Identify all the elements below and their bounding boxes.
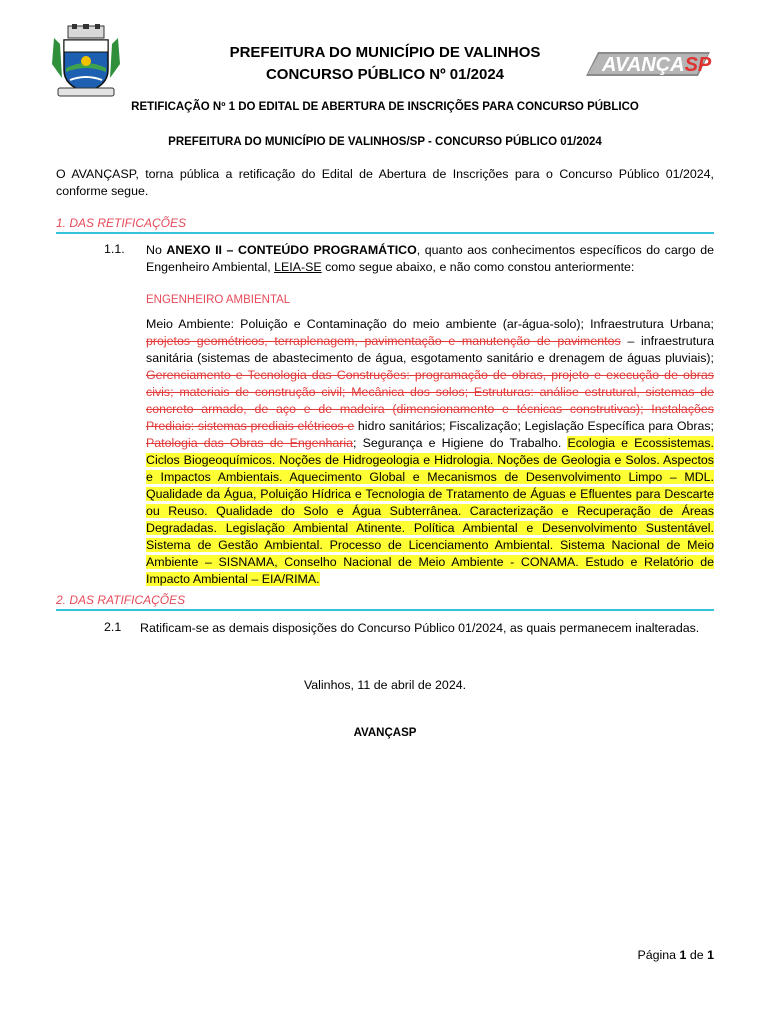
signature: AVANÇASP bbox=[353, 727, 417, 739]
svg-text:AVANÇASP: AVANÇASP bbox=[602, 54, 712, 76]
intro-paragraph: O AVANÇASP, torna pública a retificação do Edital de Abertura de Inscrições para o Concurso Público 01/2024, conforme segue. bbox=[56, 167, 714, 198]
section2-heading: 2. DAS RATIFICAÇÕES bbox=[56, 593, 714, 611]
annex-reference: ANEXO II – CONTEÚDO PROGRAMÁTICO bbox=[166, 243, 417, 257]
municipal-crest-icon bbox=[50, 24, 122, 98]
struck-text: Gerenciamento e Tecnologia das Construções: programação de obras, projeto e execução de obras civis; materiais de construção civil; Mecânica dos solos; Estruturas: análise estrutural, sistemas de concreto armado, de aço e de madeira (dimensionamento e técnicas construtivas); Instalações Prediais: sistemas prediais elétricos e bbox=[146, 368, 714, 433]
page-number: Página 1 de 1 bbox=[637, 948, 714, 962]
rectification-title: RETIFICAÇÃO Nº 1 DO EDITAL DE ABERTURA DE INSCRIÇÕES PARA CONCURSO PÚBLICO bbox=[131, 101, 639, 113]
header-title-line2: CONCURSO PÚBLICO Nº 01/2024 bbox=[265, 66, 505, 83]
item-2-1-number: 2.1 bbox=[104, 620, 122, 634]
struck-text: Patologia das Obras de Engenharia bbox=[146, 436, 354, 450]
item-1-1-number: 1.1. bbox=[104, 242, 125, 256]
leia-se-label: LEIA-SE bbox=[274, 260, 322, 274]
struck-text: projetos geométricos, terraplenagem, pavimentação e manutenção de pavimentos bbox=[146, 334, 621, 348]
header-title-line1: PREFEITURA DO MUNICÍPIO DE VALINHOS bbox=[229, 44, 541, 61]
date-line: Valinhos, 11 de abril de 2024. bbox=[303, 678, 467, 692]
syllabus-paragraph: Meio Ambiente: Poluição e Contaminação do meio ambiente (ar-água-solo); Infraestrutura Urbana; projetos geométricos, terraplenagem, pavimentação e manutenção de pavimentos – infraestrutura sanitária (sistemas de abastecimento de água, esgotamento sanitário e drenagem de águas pluviais); Gerenciamento e Tecnologia das Construções: programação de obras, projeto e execução de obras civis; materiais de construção civil; Mecânica dos solos; Estruturas: análise estrutural, sistemas de concreto armado, de aço e de madeira (dimensionamento e técnicas construtivas); Instalações Prediais: sistemas prediais elétricos e hidro sanitários; Fiscalização; Legislação Específica para Obras; Patologia das Obras de Engenharia; Segurança e Higiene do Trabalho. Ecologia e Ecossistemas. Ciclos Biogeoquímicos. Noções de Hidrogeologia e Hidrologia. Noções de Geologia e Solos. Aspectos e Impactos Ambientais. Aquecimento Global e Mecanismos de Desenvolvimento Limpo – MDL. Qualidade da Água, Poluição Hídrica e Tecnologia de Tratamento de Águas e Efluentes para Descarte ou Reuso. Qualidade do Solo e Água Subterrânea. Caracterização e Recuperação de Áreas Degradadas. Legislação Ambiental Atinente. Política Ambiental e Desenvolvimento Sustentável. Sistema de Gestão Ambiental. Processo de Licenciamento Ambiental. Sistema Nacional de Meio Ambiente – SISNAMA, Conselho Nacional de Meio Ambiente - CONAMA. Estudo e Relatório de Impacto Ambiental – EIA/RIMA. bbox=[146, 317, 714, 586]
avancasp-logo bbox=[582, 48, 714, 80]
role-title: ENGENHEIRO AMBIENTAL bbox=[146, 294, 291, 306]
section1-heading: 1. DAS RETIFICAÇÕES bbox=[56, 216, 714, 234]
contest-title: PREFEITURA DO MUNICÍPIO DE VALINHOS/SP - CONCURSO PÚBLICO 01/2024 bbox=[168, 136, 602, 148]
item-1-1-text: No ANEXO II – CONTEÚDO PROGRAMÁTICO, quanto aos conhecimentos específicos do cargo de Engenheiro Ambiental, LEIA-SE como segue abaixo, e não como constou anteriormente: bbox=[146, 243, 714, 274]
item-2-1-text: Ratificam-se as demais disposições do Concurso Público 01/2024, as quais permanecem inalteradas. bbox=[140, 621, 700, 635]
highlighted-text: Ecologia e Ecossistemas. Ciclos Biogeoquímicos. Noções de Hidrogeologia e Hidrologia. Noções de Geologia e Solos. Aspectos e Impactos Ambientais. Aquecimento Global e Mecanismos de Desenvolvimento Limpo – MDL. Qualidade da Água, Poluição Hídrica e Tecnologia de Tratamento de Águas e Efluentes para Descarte ou Reuso. Qualidade do Solo e Água Subterrânea. Caracterização e Recuperação de Áreas Degradadas. Legislação Ambiental Atinente. Política Ambiental e Desenvolvimento Sustentável. Sistema de Gestão Ambiental. Processo de Licenciamento Ambiental. Sistema Nacional de Meio Ambiente – SISNAMA, Conselho Nacional de Meio Ambiente - CONAMA. Estudo e Relatório de Impacto Ambiental – EIA/RIMA. bbox=[146, 436, 714, 586]
